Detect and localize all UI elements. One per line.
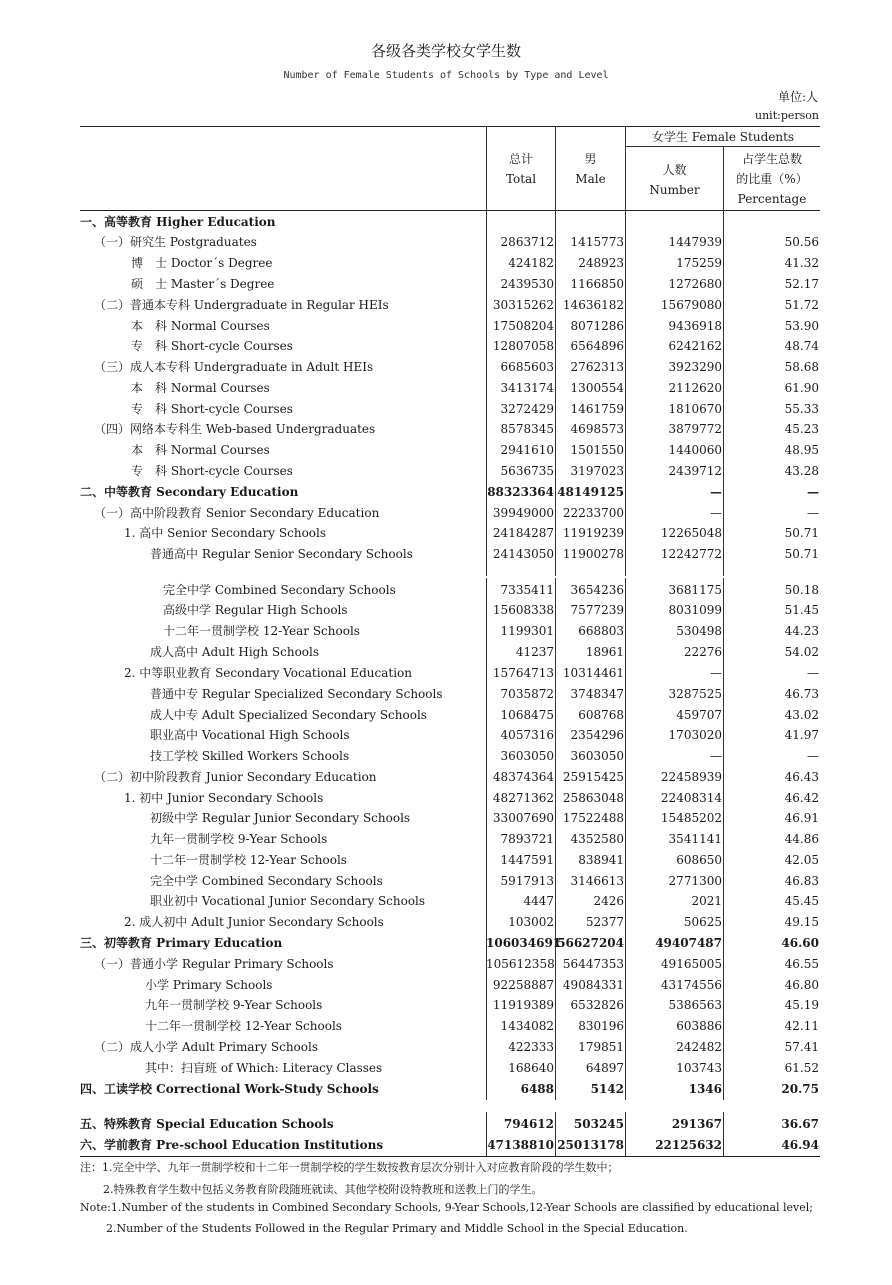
cell-male: 11919239 [562, 526, 624, 540]
cell-male: 64897 [585, 1061, 624, 1075]
row-label: 一、高等教育 Higher Education [80, 215, 276, 229]
cell-female-percentage: — [807, 749, 819, 763]
cell-female-percentage: 41.97 [784, 728, 819, 742]
cell-total: 3603050 [500, 749, 554, 763]
cell-female-number: 1447939 [668, 235, 722, 249]
table-row [0, 295, 892, 315]
cell-female-number: 608650 [676, 853, 722, 867]
cell-total: 11919389 [492, 998, 554, 1012]
cell-total: 47138810 [487, 1138, 554, 1152]
cell-male: 7577239 [570, 603, 624, 617]
cell-female-number: 12265048 [660, 526, 722, 540]
header-number [626, 160, 723, 200]
cell-female-percentage: 48.74 [784, 339, 819, 353]
cell-female-percentage: 50.56 [784, 235, 819, 249]
cell-male: 2762313 [570, 360, 624, 374]
cell-male: 830196 [578, 1019, 624, 1033]
cell-female-percentage: 58.68 [784, 360, 819, 374]
cell-male: 10314461 [562, 666, 624, 680]
cell-total: 2863712 [500, 235, 554, 249]
row-label: 六、学前教育 Pre-school Education Institutions [80, 1138, 384, 1152]
row-label: 高级中学 Regular High Schools [163, 603, 348, 617]
header-male [556, 149, 625, 189]
row-label: （二）成人小学 Adult Primary Schools [94, 1040, 318, 1054]
table-row [0, 663, 892, 683]
cell-male: 8071286 [570, 319, 624, 333]
cell-total: 24143050 [492, 547, 554, 561]
table-bottom-rule [80, 1156, 820, 1157]
row-label: 专 科 Short-cycle Courses [131, 402, 293, 416]
header-bottom-rule [80, 210, 820, 211]
cell-total: 1447591 [500, 853, 554, 867]
header-pct-cn-1: 占学生总数 [741, 152, 802, 166]
cell-total: 8578345 [500, 422, 554, 436]
row-label: 普通中专 Regular Specialized Secondary Schools [150, 687, 443, 701]
cell-male: 3603050 [570, 749, 624, 763]
cell-male: 52377 [585, 915, 624, 929]
cell-female-number: 22125632 [655, 1138, 722, 1152]
note-en-1: Note:1.Number of the students in Combined Secondary Schools, 9-Year Schools,12-Year Schools are classified by educational level; [80, 1201, 813, 1214]
cell-total: 1068475 [500, 708, 554, 722]
cell-female-percentage: 51.45 [784, 603, 819, 617]
table-row [0, 705, 892, 725]
cell-male: 25013178 [557, 1138, 624, 1152]
cell-female-percentage: 61.52 [784, 1061, 819, 1075]
cell-female-number: 50625 [683, 915, 722, 929]
cell-male: 49084331 [562, 978, 624, 992]
table-row [0, 1037, 892, 1057]
cell-female-number: 3681175 [668, 583, 722, 597]
row-label: 完全中学 Combined Secondary Schools [163, 583, 396, 597]
cell-total: 17508204 [492, 319, 554, 333]
table-row [0, 684, 892, 704]
cell-female-percentage: 51.72 [784, 298, 819, 312]
cell-female-number: 22458939 [660, 770, 722, 784]
cell-male: 3197023 [570, 464, 624, 478]
unit-label-cn: 单位:人 [777, 90, 818, 104]
cell-total: 106034691 [486, 936, 562, 950]
table-row [0, 725, 892, 745]
cell-total: 7035872 [500, 687, 554, 701]
row-label: 本 科 Normal Courses [131, 319, 270, 333]
cell-total: 12807058 [492, 339, 554, 353]
cell-female-percentage: 46.94 [781, 1138, 819, 1152]
cell-male: 1300554 [570, 381, 624, 395]
cell-total: 6685603 [500, 360, 554, 374]
table-row [0, 482, 892, 502]
cell-female-percentage: 20.75 [781, 1082, 819, 1096]
cell-female-number: 43174556 [660, 978, 722, 992]
row-label: 四、工读学校 Correctional Work-Study Schools [80, 1082, 379, 1096]
row-label: 完全中学 Combined Secondary Schools [150, 874, 383, 888]
cell-male: 6564896 [570, 339, 624, 353]
note-en-2: 2.Number of the Students Followed in the Regular Primary and Middle School in the Special Education. [106, 1222, 688, 1235]
cell-total: 3272429 [500, 402, 554, 416]
cell-total: 5636735 [500, 464, 554, 478]
header-pct-en: Percentage [737, 192, 807, 206]
table-row [0, 503, 892, 523]
cell-female-number: 15485202 [660, 811, 722, 825]
header-total [487, 149, 555, 189]
cell-male: 56447353 [562, 957, 624, 971]
row-label: 1. 初中 Junior Secondary Schools [124, 791, 324, 805]
page-subtitle: Number of Female Students of Schools by Type and Level [283, 70, 609, 81]
table-row [0, 746, 892, 766]
table-row [0, 399, 892, 419]
cell-female-percentage: 36.67 [781, 1117, 819, 1131]
cell-total: 24184287 [492, 526, 554, 540]
cell-female-percentage: 46.55 [784, 957, 819, 971]
cell-female-number: 49165005 [660, 957, 722, 971]
table-row [0, 232, 892, 252]
header-number-en: Number [649, 183, 700, 197]
cell-female-percentage: — [807, 485, 819, 499]
cell-total: 6488 [520, 1082, 554, 1096]
table-row [0, 975, 892, 995]
cell-female-number: 242482 [676, 1040, 722, 1054]
table-row [0, 523, 892, 543]
table-row [0, 808, 892, 828]
cell-total: 1199301 [500, 624, 554, 638]
cell-female-number: 3923290 [668, 360, 722, 374]
cell-total: 7335411 [500, 583, 554, 597]
table-row [0, 850, 892, 870]
cell-male: 248923 [578, 256, 624, 270]
row-label: 本 科 Normal Courses [131, 443, 270, 457]
cell-female-number: — [710, 666, 722, 680]
cell-male: 1166850 [570, 277, 624, 291]
cell-total: 7893721 [500, 832, 554, 846]
table-row [0, 642, 892, 662]
cell-female-number: 2112620 [668, 381, 722, 395]
cell-female-percentage: 46.73 [784, 687, 819, 701]
header-total-cn: 总计 [508, 152, 533, 166]
cell-female-percentage: 57.41 [784, 1040, 819, 1054]
row-label: 五、特殊教育 Special Education Schools [80, 1117, 334, 1131]
page-title: 各级各类学校女学生数 [370, 42, 521, 60]
cell-total: 30315262 [492, 298, 554, 312]
cell-female-number: 1272680 [668, 277, 722, 291]
cell-female-percentage: 43.28 [784, 464, 819, 478]
cell-female-percentage: 61.90 [784, 381, 819, 395]
cell-female-percentage: 49.15 [784, 915, 819, 929]
cell-male: 503245 [573, 1117, 624, 1131]
cell-male: 1461759 [570, 402, 624, 416]
row-label: 初级中学 Regular Junior Secondary Schools [150, 811, 411, 825]
cell-female-percentage: 45.45 [784, 894, 819, 908]
table-row [0, 316, 892, 336]
table-row [0, 378, 892, 398]
cell-male: 838941 [578, 853, 624, 867]
row-label: （二）初中阶段教育 Junior Secondary Education [94, 770, 377, 784]
cell-total: 5917913 [500, 874, 554, 888]
cell-female-percentage: 41.32 [784, 256, 819, 270]
cell-female-number: 103743 [676, 1061, 722, 1075]
row-label: （三）成人本专科 Undergraduate in Adult HEIs [94, 360, 374, 374]
cell-female-percentage: 43.02 [784, 708, 819, 722]
cell-female-number: 2021 [691, 894, 722, 908]
cell-male: 179851 [578, 1040, 624, 1054]
cell-male: 1415773 [570, 235, 624, 249]
table-row [0, 357, 892, 377]
cell-female-number: 459707 [676, 708, 722, 722]
header-percentage [724, 149, 820, 209]
cell-male: 25863048 [562, 791, 624, 805]
cell-male: 4352580 [570, 832, 624, 846]
row-label: 专 科 Short-cycle Courses [131, 464, 293, 478]
cell-male: 1501550 [570, 443, 624, 457]
cell-total: 794612 [503, 1117, 554, 1131]
cell-female-percentage: 42.05 [784, 853, 819, 867]
cell-male: 25915425 [562, 770, 624, 784]
table-row [0, 1135, 892, 1155]
row-label: 十二年一贯制学校 12-Year Schools [145, 1019, 342, 1033]
row-label: 2. 成人初中 Adult Junior Secondary Schools [124, 915, 384, 929]
table-row [0, 600, 892, 620]
row-label: 职业初中 Vocational Junior Secondary Schools [150, 894, 426, 908]
table-row [0, 954, 892, 974]
header-pct-cn-2: 的比重（%） [736, 172, 808, 186]
cell-female-percentage: 46.43 [784, 770, 819, 784]
note-cn-1: 注：1.完全中学、九年一贯制学校和十二年一贯制学校的学生数按教育层次分别计入对应教育阶段的学生数中； [80, 1161, 619, 1174]
cell-total: 168640 [508, 1061, 554, 1075]
table-row [0, 212, 892, 232]
header-female-group: 女学生 Female Students [651, 130, 795, 144]
cell-male: 17522488 [562, 811, 624, 825]
table-row [0, 580, 892, 600]
cell-female-percentage: 53.90 [784, 319, 819, 333]
row-label: 1. 高中 Senior Secondary Schools [124, 526, 327, 540]
row-label: 成人高中 Adult High Schools [150, 645, 320, 659]
cell-total: 88323364 [487, 485, 554, 499]
table-row [0, 1016, 892, 1036]
row-label: 技工学校 Skilled Workers Schools [150, 749, 350, 763]
header-male-cn: 男 [584, 152, 597, 166]
cell-total: 4057316 [500, 728, 554, 742]
row-label: 专 科 Short-cycle Courses [131, 339, 293, 353]
header-male-en: Male [575, 172, 606, 186]
cell-male: 4698573 [570, 422, 624, 436]
cell-female-number: — [710, 485, 722, 499]
cell-female-number: 8031099 [668, 603, 722, 617]
cell-male: 2354296 [570, 728, 624, 742]
table-row [0, 440, 892, 460]
cell-female-number: 1810670 [668, 402, 722, 416]
table-row [0, 995, 892, 1015]
table-row [0, 788, 892, 808]
cell-male: 56627204 [557, 936, 624, 950]
table-row [0, 621, 892, 641]
cell-total: 424182 [508, 256, 554, 270]
cell-female-percentage: 46.60 [781, 936, 819, 950]
cell-total: 15764713 [492, 666, 554, 680]
cell-female-percentage: 46.91 [784, 811, 819, 825]
cell-female-percentage: 50.71 [784, 526, 819, 540]
cell-total: 4447 [523, 894, 554, 908]
cell-total: 3413174 [500, 381, 554, 395]
cell-total: 33007690 [492, 811, 554, 825]
cell-total: 41237 [515, 645, 554, 659]
row-label: （一）研究生 Postgraduates [94, 235, 257, 249]
row-label: 三、初等教育 Primary Education [80, 936, 283, 950]
cell-female-percentage: — [807, 666, 819, 680]
cell-male: 11900278 [562, 547, 624, 561]
cell-total: 2941610 [500, 443, 554, 457]
cell-female-number: 1346 [688, 1082, 722, 1096]
cell-female-number: 530498 [676, 624, 722, 638]
cell-total: 1434082 [500, 1019, 554, 1033]
cell-female-number: 3879772 [668, 422, 722, 436]
cell-female-number: 2439712 [668, 464, 722, 478]
cell-male: 3748347 [570, 687, 624, 701]
cell-total: 48374364 [492, 770, 554, 784]
cell-total: 15608338 [492, 603, 554, 617]
cell-female-number: 6242162 [668, 339, 722, 353]
cell-total: 105612358 [486, 957, 555, 971]
cell-female-number: 3287525 [668, 687, 722, 701]
cell-total: 48271362 [492, 791, 554, 805]
cell-female-number: 1440060 [668, 443, 722, 457]
table-row [0, 419, 892, 439]
cell-male: 3654236 [570, 583, 624, 597]
cell-female-percentage: 48.95 [784, 443, 819, 457]
table-row [0, 912, 892, 932]
cell-female-number: 291367 [671, 1117, 722, 1131]
cell-male: 3146613 [570, 874, 624, 888]
cell-female-percentage: 50.18 [784, 583, 819, 597]
header-number-cn: 人数 [662, 163, 687, 177]
table-row [0, 544, 892, 564]
cell-female-percentage: 45.19 [784, 998, 819, 1012]
cell-female-number: 22408314 [660, 791, 722, 805]
cell-female-number: 1703020 [668, 728, 722, 742]
row-label: （四）网络本专科生 Web-based Undergraduates [94, 422, 376, 436]
row-label: 普通高中 Regular Senior Secondary Schools [150, 547, 413, 561]
row-label: 二、中等教育 Secondary Education [80, 485, 299, 499]
cell-female-number: 9436918 [668, 319, 722, 333]
cell-female-number: 22276 [683, 645, 722, 659]
cell-female-number: 49407487 [655, 936, 722, 950]
cell-male: 2426 [593, 894, 624, 908]
cell-total: 92258887 [492, 978, 554, 992]
cell-female-percentage: 46.42 [784, 791, 819, 805]
note-cn-2: 2.特殊教育学生数中包括义务教育阶段随班就读、其他学校附设特教班和送教上门的学生。 [103, 1183, 543, 1196]
cell-male: 18961 [585, 645, 624, 659]
cell-total: 39949000 [492, 506, 554, 520]
row-label: 其中：扫盲班 of Which: Literacy Classes [145, 1061, 383, 1075]
table-row [0, 891, 892, 911]
table-row [0, 253, 892, 273]
row-label: 十二年一贯制学校 12-Year Schools [150, 853, 347, 867]
table-row [0, 871, 892, 891]
cell-female-percentage: 54.02 [784, 645, 819, 659]
cell-female-number: — [710, 749, 722, 763]
table-row [0, 829, 892, 849]
cell-female-percentage: 50.71 [784, 547, 819, 561]
cell-female-percentage: 42.11 [784, 1019, 819, 1033]
row-label: 九年一贯制学校 9-Year Schools [145, 998, 323, 1012]
table-row [0, 767, 892, 787]
cell-male: 668803 [578, 624, 624, 638]
table-row [0, 1114, 892, 1134]
cell-female-percentage: — [807, 506, 819, 520]
cell-female-percentage: 52.17 [784, 277, 819, 291]
cell-female-number: 15679080 [660, 298, 722, 312]
unit-label-en: unit:person [755, 109, 819, 122]
cell-female-number: 3541141 [668, 832, 722, 846]
row-label: （一）普通小学 Regular Primary Schools [94, 957, 334, 971]
row-label: （一）高中阶段教育 Senior Secondary Education [94, 506, 380, 520]
table-row [0, 274, 892, 294]
cell-male: 608768 [578, 708, 624, 722]
cell-female-number: 12242772 [660, 547, 722, 561]
row-label: 硕 士 Master´s Degree [131, 277, 275, 291]
cell-female-percentage: 55.33 [784, 402, 819, 416]
cell-female-percentage: 45.23 [784, 422, 819, 436]
cell-total: 2439530 [500, 277, 554, 291]
row-label: 成人中专 Adult Specialized Secondary Schools [150, 708, 427, 722]
row-label: 博 士 Doctor´s Degree [131, 256, 273, 270]
cell-total: 422333 [508, 1040, 554, 1054]
row-label: （二）普通本专科 Undergraduate in Regular HEIs [94, 298, 389, 312]
cell-female-number: — [710, 506, 722, 520]
cell-male: 14636182 [562, 298, 624, 312]
cell-total: 103002 [508, 915, 554, 929]
table-row [0, 461, 892, 481]
row-label: 2. 中等职业教育 Secondary Vocational Education [124, 666, 412, 680]
cell-female-percentage: 44.23 [784, 624, 819, 638]
cell-female-percentage: 46.83 [784, 874, 819, 888]
header-total-en: Total [505, 172, 537, 186]
row-label: 小学 Primary Schools [145, 978, 273, 992]
table-row [0, 1079, 892, 1099]
cell-female-number: 603886 [676, 1019, 722, 1033]
cell-male: 48149125 [557, 485, 624, 499]
cell-female-percentage: 46.80 [784, 978, 819, 992]
cell-female-number: 175259 [676, 256, 722, 270]
row-label: 十二年一贯制学校 12-Year Schools [163, 624, 360, 638]
row-label: 本 科 Normal Courses [131, 381, 270, 395]
row-label: 九年一贯制学校 9-Year Schools [150, 832, 328, 846]
cell-female-number: 5386563 [668, 998, 722, 1012]
table-row [0, 336, 892, 356]
cell-male: 22233700 [562, 506, 624, 520]
row-label: 职业高中 Vocational High Schools [150, 728, 350, 742]
cell-male: 5142 [590, 1082, 624, 1096]
cell-female-number: 2771300 [668, 874, 722, 888]
table-row [0, 1058, 892, 1078]
table-row [0, 933, 892, 953]
cell-female-percentage: 44.86 [784, 832, 819, 846]
cell-male: 6532826 [570, 998, 624, 1012]
